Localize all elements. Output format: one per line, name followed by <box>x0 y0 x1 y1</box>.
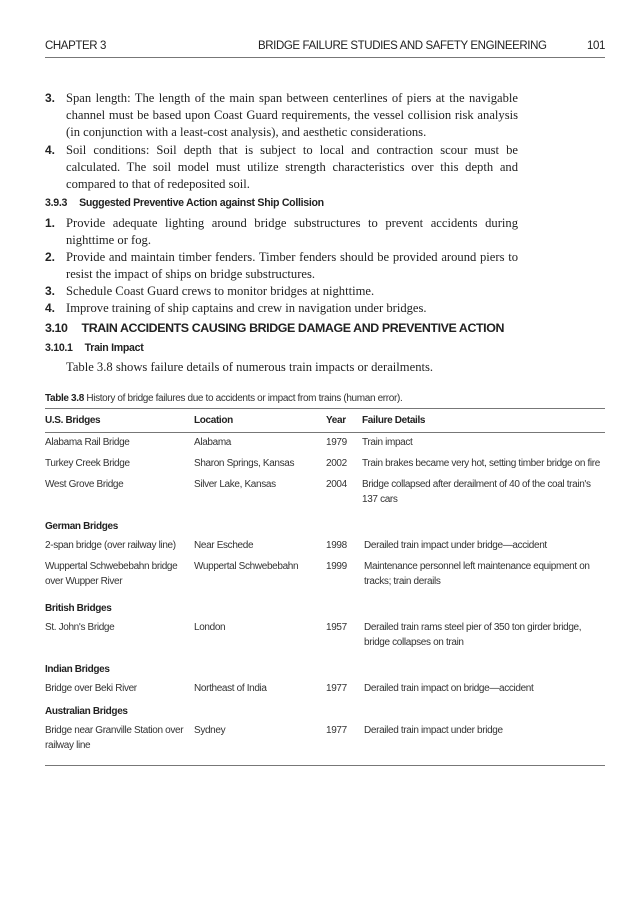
list-text: Improve training of ship captains and crew in navigation under bridges. <box>66 301 427 315</box>
table-bottom-rule <box>45 765 605 766</box>
bridge-failures-table <box>45 391 607 766</box>
list-text: Provide adequate lighting around bridge substructures to prevent accidents during nighttime or fog. <box>66 216 518 247</box>
year-cell: 1999 <box>326 561 347 572</box>
list-number: 2. <box>45 250 56 264</box>
running-header-chapter: CHAPTER 3 <box>45 40 106 52</box>
bridge-name-cell: Alabama Rail Bridge <box>45 437 130 448</box>
table-header-row <box>45 411 607 432</box>
list-text: Soil conditions: Soil depth that is subject to local and contraction scour must be calculated. The soil model must utilize strength characteristics over this depth and compared to that of redeposited soil. <box>66 143 518 191</box>
year-cell: 1957 <box>326 622 347 633</box>
list-number: 1. <box>45 216 56 230</box>
section-number: 3.9.3 <box>45 197 68 209</box>
table-body <box>45 433 607 761</box>
section-title: Train Impact <box>84 342 144 354</box>
section-title: Suggested Preventive Action against Ship Collision <box>79 197 324 209</box>
location-cell: Silver Lake, Kansas <box>194 479 276 490</box>
column-header: U.S. Bridges <box>45 415 101 426</box>
page-number: 101 <box>587 40 605 52</box>
year-cell: 2002 <box>326 458 347 469</box>
year-cell: 2004 <box>326 479 347 490</box>
section-heading-3-10 <box>45 321 504 335</box>
table-row <box>45 536 607 557</box>
list-number: 3. <box>45 284 56 298</box>
bridge-name-cell: Bridge over Beki River <box>45 683 137 694</box>
section-number: 3.10.1 <box>45 342 73 354</box>
body-paragraph: Table 3.8 shows failure details of numerous train impacts or derailments. <box>66 360 434 374</box>
failure-details-cell: Derailed train impact on bridge—accident <box>364 683 534 694</box>
list-text: Provide and maintain timber fenders. Timber fenders should be provided around piers to resist the impact of ships on bridge substructures. <box>66 250 518 281</box>
section-heading-3-10-1 <box>45 342 143 354</box>
table-top-rule <box>45 408 605 409</box>
list-text: Schedule Coast Guard crews to monitor bridges at nighttime. <box>66 284 375 298</box>
table-caption-text: History of bridge failures due to accidents or impact from trains (human error). <box>86 393 403 404</box>
table-group-heading: British Bridges <box>45 603 112 614</box>
table-caption <box>45 391 607 406</box>
bridge-name-cell: West Grove Bridge <box>45 479 124 490</box>
table-row <box>45 433 607 454</box>
year-cell: 1977 <box>326 683 347 694</box>
list-number: 4. <box>45 143 56 157</box>
list-number: 3. <box>45 91 56 105</box>
bridge-name-cell: St. John's Bridge <box>45 622 115 633</box>
list-text: Span length: The length of the main span between centerlines of piers at the navigable channel must be based upon Coast Guard requirements, the vessel collision risk analysis (in conjunction with a least-cost analysis), and aesthetic considerations. <box>66 91 518 139</box>
column-header: Year <box>326 415 346 426</box>
failure-details-cell: Derailed train rams steel pier of 350 ton girder bridge, bridge collapses on train <box>364 622 582 648</box>
location-cell: London <box>194 622 226 633</box>
failure-details-cell: Train brakes became very hot, setting timber bridge on fire <box>362 458 600 469</box>
bridge-name-cell: Wuppertal Schwebebahn bridge over Wupper River <box>45 561 178 587</box>
table-row <box>45 557 607 597</box>
bridge-name-cell: Turkey Creek Bridge <box>45 458 130 469</box>
year-cell: 1977 <box>326 725 347 736</box>
section-title: TRAIN ACCIDENTS CAUSING BRIDGE DAMAGE AND PREVENTIVE ACTION <box>81 321 505 335</box>
table-row <box>45 721 607 761</box>
failure-details-cell: Derailed train impact under bridge—accident <box>364 540 547 551</box>
failure-details-cell: Bridge collapsed after derailment of 40 of the coal train's 137 cars <box>362 479 591 505</box>
year-cell: 1998 <box>326 540 347 551</box>
header-rule <box>45 57 605 58</box>
column-header: Failure Details <box>362 415 426 426</box>
column-header: Location <box>194 415 233 426</box>
location-cell: Wuppertal Schwebebahn <box>194 561 299 572</box>
table-group-heading: Australian Bridges <box>45 706 128 717</box>
table-row <box>45 475 607 511</box>
location-cell: Sharon Springs, Kansas <box>194 458 295 469</box>
location-cell: Northeast of India <box>194 683 267 694</box>
section-number: 3.10 <box>45 321 68 335</box>
list-number: 4. <box>45 301 56 315</box>
failure-details-cell: Maintenance personnel left maintenance equipment on tracks; train derails <box>364 561 590 587</box>
failure-details-cell: Derailed train impact under bridge <box>364 725 503 736</box>
table-row <box>45 679 607 700</box>
table-row <box>45 618 607 658</box>
table-group-heading: German Bridges <box>45 521 118 532</box>
year-cell: 1979 <box>326 437 347 448</box>
table-row <box>45 454 607 475</box>
location-cell: Sydney <box>194 725 226 736</box>
location-cell: Near Eschede <box>194 540 254 551</box>
running-header-title: BRIDGE FAILURE STUDIES AND SAFETY ENGINEERING <box>258 40 547 52</box>
failure-details-cell: Train impact <box>362 437 413 448</box>
bridge-name-cell: 2-span bridge (over railway line) <box>45 540 176 551</box>
bridge-name-cell: Bridge near Granville Station over railway line <box>45 725 184 751</box>
table-caption-label: Table 3.8 <box>45 393 84 404</box>
location-cell: Alabama <box>194 437 232 448</box>
table-group-heading: Indian Bridges <box>45 664 110 675</box>
section-heading-3-9-3 <box>45 197 324 209</box>
